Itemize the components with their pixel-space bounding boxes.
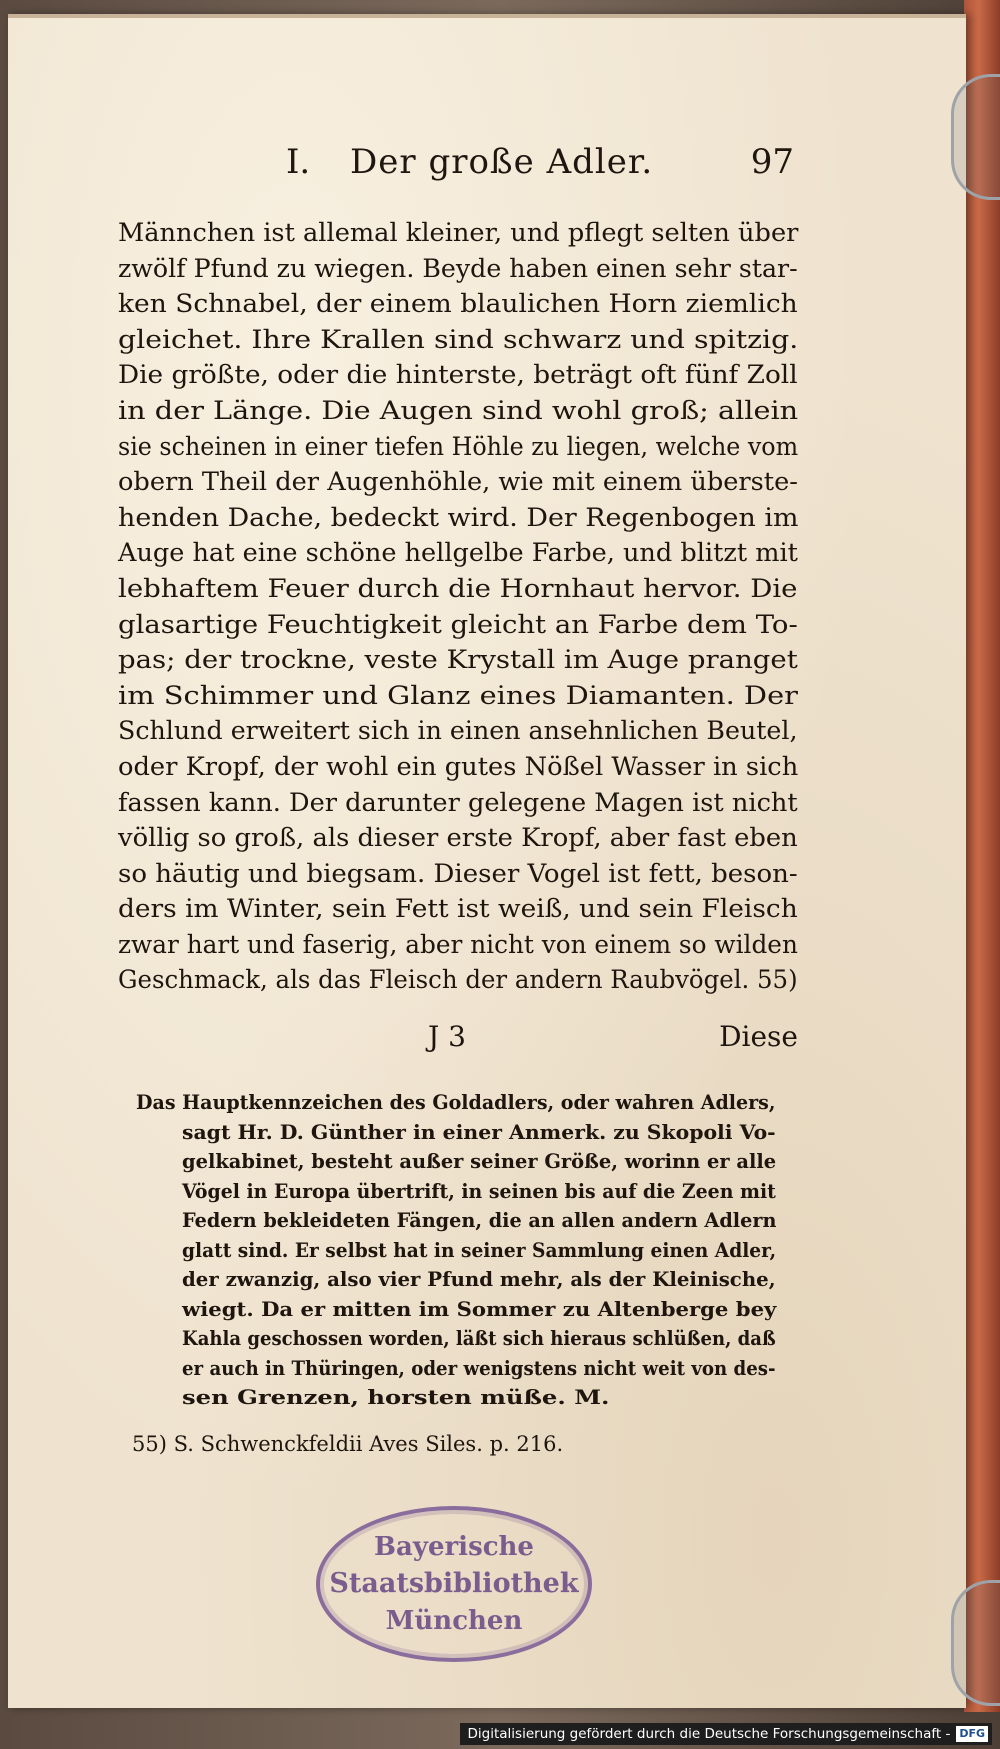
text-line (118, 821, 798, 857)
stamp-line: Bayerische (374, 1532, 534, 1562)
text-line-content: gleichet. Ihre Krallen sind schwarz und spitzig. (118, 324, 799, 355)
text-line (118, 572, 798, 608)
text-line-content: ken Schnabel, der einem blaulichen Horn ziemlich (118, 289, 798, 320)
text-line (118, 252, 798, 288)
note-line (136, 1118, 776, 1148)
text-line-content: Geschmack, als das Fleisch der andern Raubvögel. 55) (118, 965, 798, 996)
text-line (118, 750, 798, 786)
text-line-content: im Schimmer und Glanz eines Diamanten. Der (118, 680, 798, 711)
text-line (118, 323, 798, 359)
credit-text: Digitalisierung gefördert durch die Deutsche Forschungsgemeinschaft - (467, 1726, 951, 1742)
text-line-content: Die größte, oder die hinterste, beträgt oft fünf Zoll (118, 360, 798, 391)
text-line (118, 928, 798, 964)
note-line (136, 1236, 776, 1266)
chapter-numeral: I. (286, 142, 311, 182)
text-line (118, 643, 798, 679)
text-line (118, 501, 798, 537)
digitization-credit (460, 1723, 992, 1745)
text-line-content: sie scheinen in einer tiefen Höhle zu liegen, welche vom (118, 431, 799, 462)
catchword: Diese (719, 1020, 798, 1053)
text-line (118, 786, 798, 822)
stamp-line: Staatsbibliothek (329, 1568, 579, 1599)
note-line-content: wiegt. Da er mitten im Sommer zu Altenberge bey (182, 1297, 777, 1321)
signature-row (118, 1020, 798, 1056)
note-line (136, 1206, 776, 1236)
note-line-content: der zwanzig, also vier Pfund mehr, als der Kleinische, (182, 1268, 776, 1291)
text-line-content: Schlund erweitert sich in einen ansehnlichen Beutel, (118, 716, 798, 747)
text-line-content: so häutig und biegsam. Dieser Vogel ist fett, beson- (118, 858, 798, 889)
text-line (118, 287, 798, 323)
note-line (136, 1147, 776, 1177)
text-line (118, 394, 798, 430)
note-line (136, 1295, 776, 1325)
footnote: 55) S. Schwenckfeldii Aves Siles. p. 216. (132, 1432, 564, 1456)
text-line (118, 358, 798, 394)
note-line-content: Vögel in Europa übertrift, in seinen bis auf die Zeen mit (182, 1179, 776, 1203)
text-line (118, 963, 798, 999)
note-line (136, 1354, 776, 1384)
book-fore-edge (964, 0, 1000, 1712)
page-clip-top (951, 74, 1000, 200)
main-text (118, 216, 798, 999)
text-line (118, 857, 798, 893)
stamp-line: München (385, 1606, 523, 1636)
note-line-content: Kahla geschossen worden, läßt sich hieraus schlüßen, daß (182, 1327, 776, 1350)
text-line-content: fassen kann. Der darunter gelegene Magen ist nicht (118, 787, 798, 818)
note-line (136, 1265, 776, 1295)
text-line-content: Männchen ist allemal kleiner, und pflegt selten über (118, 218, 799, 248)
text-line-content: völlig so groß, als dieser erste Kropf, aber fast eben (118, 823, 798, 854)
note-line-content: sagt Hr. D. Günther in einer Anmerk. zu Skopoli Vo- (182, 1120, 776, 1144)
text-line-content: pas; der trockne, veste Krystall im Auge pranget (118, 645, 798, 676)
note-line-content: glatt sind. Er selbst hat in seiner Sammlung einen Adler, (182, 1238, 777, 1262)
note-line-content: gelkabinet, besteht außer seiner Größe, worinn er alle (182, 1150, 777, 1173)
note-line-content: Federn bekleideten Fängen, die an allen andern Adlern (182, 1209, 777, 1232)
dfg-logo: DFG (956, 1726, 988, 1742)
text-line-content: zwölf Pfund zu wiegen. Beyde haben einen sehr star- (118, 253, 798, 284)
signature-mark: J 3 (428, 1020, 466, 1053)
library-stamp (316, 1506, 592, 1662)
page-clip-bottom (951, 1580, 1000, 1706)
text-line (118, 430, 798, 466)
text-line-content: henden Dache, bedeckt wird. Der Regenbogen im (118, 502, 799, 533)
running-title: Der große Adler. (350, 142, 654, 182)
running-header (118, 142, 794, 194)
text-line-content: ders im Winter, sein Fett ist weiß, und sein Fleisch (118, 894, 798, 925)
text-line-content: Auge hat eine schöne hellgelbe Farbe, und blitzt mit (118, 538, 798, 569)
text-line (118, 216, 798, 252)
note-line-content: Das Hauptkennzeichen des Goldadlers, oder wahren Adlers, (136, 1091, 776, 1114)
text-line (118, 679, 798, 715)
text-line-content: zwar hart und faserig, aber nicht von einem so wilden (118, 929, 798, 960)
note-line-content: sen Grenzen, horsten müße. M. (182, 1386, 610, 1409)
note-line (136, 1324, 776, 1354)
page-number: 97 (750, 142, 794, 182)
note-line (136, 1383, 776, 1413)
text-line (118, 608, 798, 644)
text-line (118, 892, 798, 928)
text-line (118, 714, 798, 750)
text-line-content: in der Länge. Die Augen sind wohl groß; allein (118, 395, 799, 426)
text-line-content: glasartige Feuchtigkeit gleicht an Farbe dem To- (118, 609, 798, 640)
note-line (136, 1088, 776, 1118)
text-line (118, 465, 798, 501)
text-line-content: obern Theil der Augenhöhle, wie mit einem überste- (118, 467, 798, 498)
text-line (118, 536, 798, 572)
note-line-content: er auch in Thüringen, oder wenigstens nicht weit von des- (182, 1356, 776, 1380)
text-line-content: lebhaftem Feuer durch die Hornhaut hervor. Die (118, 573, 798, 604)
text-line-content: oder Kropf, der wohl ein gutes Nößel Wasser in sich (118, 751, 799, 782)
side-note (136, 1088, 776, 1413)
note-line (136, 1177, 776, 1207)
